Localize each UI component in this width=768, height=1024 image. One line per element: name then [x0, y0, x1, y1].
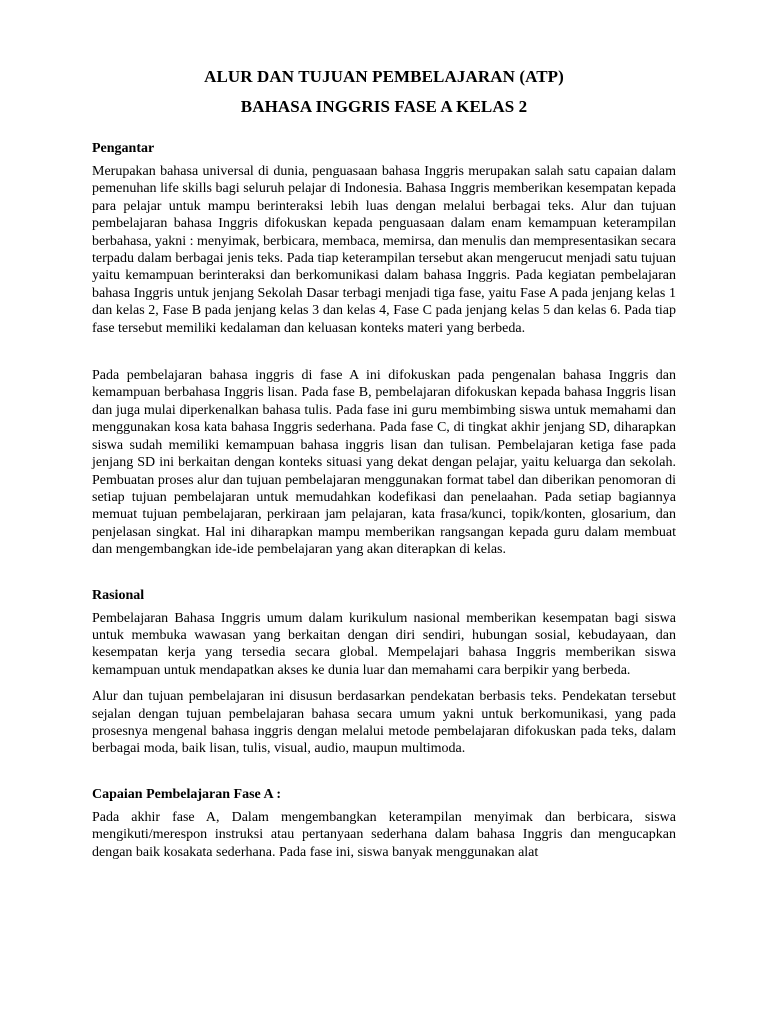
document-page: [92, 62, 676, 861]
section-spacer: [92, 559, 676, 587]
section-rasional: [92, 587, 676, 758]
title-block: [92, 62, 676, 122]
section-heading-pengantar: Pengantar: [92, 141, 155, 156]
paragraph-capaian-1: Pada akhir fase A, Dalam mengembangkan keterampilan menyimak dan berbicara, siswa mengikuti/merespon instruksi atau pertanyaan sederhana dalam bahasa Inggris dan mengucapkan dengan baik kosakata sederhana. Pada fase ini, siswa banyak menggunakan alat: [92, 809, 676, 860]
section-pengantar: [92, 140, 676, 559]
section-heading-rasional: Rasional: [92, 587, 145, 603]
section-capaian: [92, 786, 676, 861]
paragraph-rasional-1: Pembelajaran Bahasa Inggris umum dalam kurikulum nasional memberikan kesempatan bagi siswa untuk membuka wawasan yang berkaitan dengan diri sendiri, hubungan sosial, kebudayaan, dan kesempatan kerja yang tersedia secara global. Mempelajari bahasa Inggris memberikan siswa kemampuan untuk mendapatkan akses ke dunia luar dan memahami cara berpikir yang berbeda.: [92, 610, 676, 678]
section-spacer: [92, 758, 676, 786]
paragraph-spacer: [92, 679, 676, 688]
paragraph-rasional-2: Alur dan tujuan pembelajaran ini disusun berdasarkan pendekatan berbasis teks. Pendekatan tersebut sejalan dengan tujuan pembelajaran bahasa secara umum yakni untuk berkomunikasi, yang pada prosesnya mengenal bahasa inggris dengan melalui metode pembelajaran difokuskan pada teks, dalam berbagai moda, baik lisan, tulis, visual, audio, maupun multimoda.: [92, 689, 676, 757]
document-title-line-1: ALUR DAN TUJUAN PEMBELAJARAN (ATP): [204, 67, 564, 86]
paragraph-pengantar-1: Merupakan bahasa universal di dunia, penguasaan bahasa Inggris merupakan salah satu capaian dalam pemenuhan life skills bagi seluruh pelajar di Indonesia. Bahasa Inggris memberikan kesempatan kepada para pelajar untuk mampu berinteraksi lebih luas dengan melalui berbagai teks. Alur dan tujuan pembelajaran bahasa Inggris difokuskan kepada penguasaan dalam enam kemampuan keterampilan berbahasa, yakni : menyimak, berbicara, membaca, memirsa, dan menulis dan mempresentasikan secara terpadu dalam berbagai jenis teks. Pada tiap keterampilan tersebut akan mengerucut menjadi satu tujuan yaitu kemampuan berinteraksi dan berkomunikasi dalam bahasa Inggris. Pada kegiatan pembelajaran bahasa Inggris untuk jenjang Sekolah Dasar terbagi menjadi tiga fase, yaitu Fase A pada jenjang kelas 1 dan kelas 2, Fase B pada jenjang kelas 3 dan kelas 4, Fase C pada jenjang kelas 5 dan kelas 6. Pada tiap fase tersebut memiliki kedalaman dan keluasan konteks materi yang berbeda.: [92, 164, 676, 336]
paragraph-pengantar-2: Pada pembelajaran bahasa inggris di fase A ini difokuskan pada pengenalan bahasa Inggris dan kemampuan berbahasa Inggris lisan. Pada fase B, pembelajaran difokuskan kepada bahasa Inggris lisan dan juga mulai diperkenalkan bahasa tulis. Pada fase ini guru membimbing siswa untuk memahami dan menggunakan kosa kata bahasa Inggris sederhana. Pada fase C, di tingkat akhir jenjang SD, diharapkan siswa sudah memiliki kemampuan bahasa inggris lisan dan tulisan. Pembelajaran ketiga fase pada jenjang SD ini berkaitan dengan konteks situasi yang dekat dengan pelajar, yaitu keluarga dan sekolah. Pembuatan proses alur dan tujuan pembelajaran menggunakan format tabel dan diberikan penomoran di setiap tujuan pembelajaran untuk memudahkan kodefikasi dan penelaahan. Pada setiap bagiannya memuat tujuan pembelajaran, perkiraan jam pelajaran, kata frasa/kunci, topik/konten, glosarium, dan penjelasan singkat. Hal ini diharapkan mampu memberikan rangsangan kepada guru dalam membuat dan mengembangkan ide-ide pembelajaran yang akan diterapkan di kelas.: [92, 368, 676, 558]
paragraph-spacer: [92, 337, 676, 367]
document-title-line-2: BAHASA INGGRIS FASE A KELAS 2: [240, 97, 528, 116]
section-heading-capaian: Capaian Pembelajaran Fase A :: [92, 786, 281, 802]
